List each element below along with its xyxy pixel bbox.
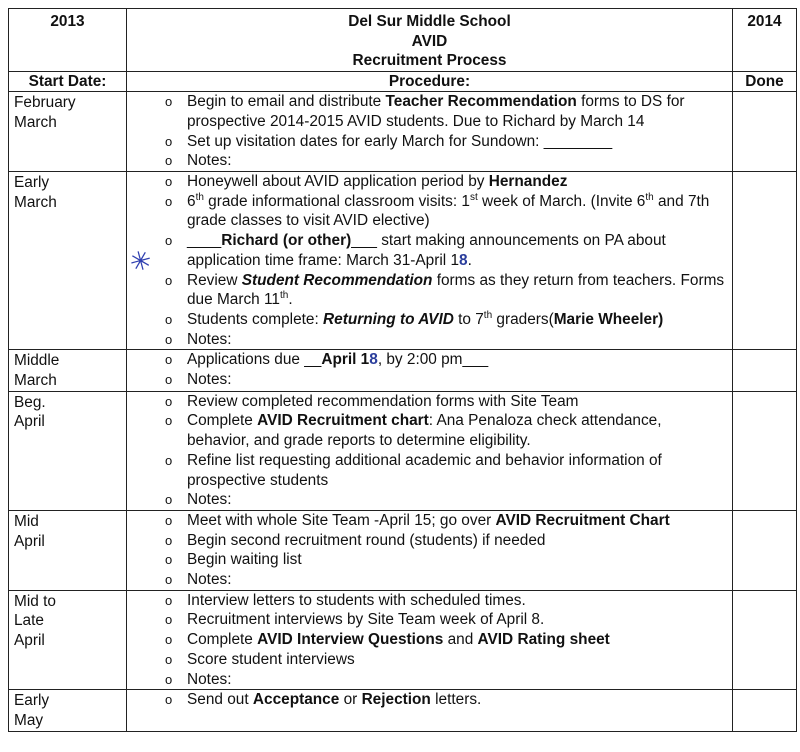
- table-row: [9, 391, 797, 510]
- bullet-icon: o: [165, 352, 173, 368]
- procedure-step: [127, 490, 732, 510]
- procedure-step: [127, 192, 732, 231]
- step-text: AVID Recruitment chart: [257, 412, 429, 430]
- procedure-cell: [127, 350, 733, 391]
- start-date-line: February: [14, 94, 76, 112]
- procedure-step: [127, 411, 732, 450]
- start-date-cell: [9, 92, 127, 172]
- table-row: [9, 690, 797, 731]
- step-text: Student Recommendation: [241, 271, 433, 289]
- table-row: [9, 590, 797, 690]
- step-text: Notes:: [187, 571, 232, 589]
- step-text: Rejection: [361, 691, 431, 709]
- procedure-cell: [127, 92, 733, 172]
- step-text: st: [469, 191, 478, 203]
- done-cell: [733, 510, 797, 590]
- step-text: to 7: [453, 310, 484, 328]
- bullet-icon: o: [165, 452, 173, 468]
- bullet-icon: o: [165, 612, 173, 628]
- step-text: or: [339, 691, 362, 709]
- procedure-list: [127, 92, 732, 171]
- header-row: [9, 9, 797, 72]
- column-header-done: Done: [733, 71, 797, 92]
- bullet-icon: o: [165, 512, 173, 528]
- school-name: Del Sur Middle School: [348, 13, 511, 30]
- procedure-cell: [127, 391, 733, 510]
- start-date-cell: [9, 510, 127, 590]
- step-text: ____: [187, 232, 222, 250]
- done-cell: [733, 690, 797, 731]
- start-date-line: Early: [14, 692, 50, 710]
- start-date-line: April: [14, 413, 45, 431]
- bullet-icon: o: [165, 671, 173, 687]
- step-text: Refine list requesting additional academic and behavior information of prospective students: [187, 451, 662, 489]
- procedure-step: [127, 151, 732, 171]
- bullet-icon: o: [165, 133, 173, 149]
- bullet-icon: o: [165, 492, 173, 508]
- procedure-step: [127, 132, 732, 152]
- procedure-step: [127, 610, 732, 630]
- procedure-step: [127, 271, 732, 310]
- procedure-list: [127, 511, 732, 590]
- step-text: AVID Interview Questions: [257, 631, 444, 649]
- bullet-icon: o: [165, 94, 173, 110]
- done-cell: [733, 391, 797, 510]
- table-row: [9, 172, 797, 350]
- procedure-step: [127, 670, 732, 690]
- step-text: 6: [187, 192, 196, 210]
- procedure-step: [127, 550, 732, 570]
- bullet-icon: o: [165, 393, 173, 409]
- table-row: [9, 510, 797, 590]
- procedure-cell: [127, 690, 733, 731]
- procedure-step: [127, 511, 732, 531]
- procedure-step: [127, 172, 732, 192]
- bullet-icon: o: [165, 592, 173, 608]
- step-text: 8: [459, 251, 468, 269]
- procedure-step: [127, 92, 732, 131]
- procedure-list: [127, 690, 732, 710]
- procedure-list: [127, 350, 732, 389]
- start-date-line: Early: [14, 174, 50, 192]
- bullet-icon: o: [165, 153, 173, 169]
- step-text: Honeywell about AVID application period by: [187, 173, 489, 191]
- step-text: Begin second recruitment round (students) if needed: [187, 531, 546, 549]
- step-text: AVID Rating sheet: [477, 631, 610, 649]
- step-text: Notes:: [187, 152, 232, 170]
- procedure-step: [127, 630, 732, 650]
- procedure-step: [127, 650, 732, 670]
- step-text: Notes:: [187, 330, 232, 348]
- step-text: graders(: [492, 310, 554, 328]
- start-date-cell: [9, 690, 127, 731]
- step-text: grade informational classroom visits: 1: [203, 192, 470, 210]
- step-text: forms to DS for prospective 2014-2015 AVID students. Due to Richard by March 14: [187, 93, 685, 130]
- step-text: and: [443, 631, 478, 649]
- start-date-line: Mid: [14, 512, 39, 530]
- step-text: Hernandez: [488, 173, 568, 191]
- table-row: [9, 92, 797, 172]
- bullet-icon: o: [165, 552, 173, 568]
- step-text: th: [195, 191, 204, 203]
- procedure-list: [127, 172, 732, 349]
- column-header-start-date: Start Date:: [9, 71, 127, 92]
- start-date-line: Late: [14, 612, 44, 630]
- step-text: Notes:: [187, 371, 232, 389]
- step-text: Acceptance: [252, 691, 340, 709]
- start-date-line: March: [14, 193, 57, 211]
- step-text: Complete: [187, 631, 258, 649]
- done-cell: [733, 590, 797, 690]
- procedure-step: [127, 570, 732, 590]
- procedure-step: [127, 690, 732, 710]
- start-date-line: Middle: [14, 352, 60, 370]
- step-text: .: [288, 291, 293, 309]
- step-text: Meet with whole Site Team -April 15; go over: [187, 511, 496, 529]
- done-cell: [733, 92, 797, 172]
- step-text: : Ana Penaloza check attendance, behavior, and grade reports to determine eligibility.: [187, 412, 662, 450]
- program-name: AVID: [411, 32, 448, 50]
- procedure-step: [127, 231, 732, 270]
- step-text: and 7th grade classes to visit AVID elective): [187, 192, 710, 230]
- step-text: th: [645, 191, 654, 203]
- step-text: week of March. (Invite 6: [477, 192, 646, 210]
- step-text: , by 2:00 pm___: [377, 351, 489, 369]
- step-text: Marie Wheeler): [553, 310, 664, 328]
- done-cell: [733, 172, 797, 350]
- step-text: Set up visitation dates for early March for Sundown: ________: [187, 132, 613, 150]
- step-text: Review: [187, 271, 242, 289]
- step-text: Begin to email and distribute: [187, 93, 386, 111]
- procedure-cell: [127, 590, 733, 690]
- done-cell: [733, 350, 797, 391]
- bullet-icon: o: [165, 651, 173, 667]
- bullet-icon: o: [165, 532, 173, 548]
- start-date-line: Beg.: [14, 393, 46, 411]
- year-left: 2013: [9, 9, 127, 72]
- start-date-line: March: [14, 113, 57, 131]
- step-text: AVID Recruitment Chart: [495, 511, 670, 529]
- year-right: 2014: [733, 9, 797, 72]
- step-text: th: [483, 309, 493, 321]
- column-header-row: [9, 71, 797, 92]
- procedure-list: [127, 591, 732, 690]
- step-text: ___ start making announcements on PA about application time frame: March 31-April 1: [187, 232, 666, 269]
- start-date-cell: [9, 172, 127, 350]
- step-text: April 1: [321, 351, 370, 369]
- document-title: [127, 9, 733, 72]
- step-text: Notes:: [187, 491, 232, 509]
- bullet-icon: o: [165, 174, 173, 190]
- procedure-list: [127, 392, 732, 510]
- step-text: Send out: [187, 691, 253, 709]
- bullet-icon: o: [165, 233, 173, 249]
- step-text: Students complete:: [187, 310, 324, 328]
- procedure-step: [127, 310, 732, 330]
- start-date-line: May: [14, 712, 44, 729]
- step-text: Complete: [187, 412, 258, 430]
- procedure-step: [127, 392, 732, 412]
- step-text: Returning to AVID: [323, 310, 454, 328]
- bullet-icon: o: [165, 331, 173, 347]
- procedure-rows: [9, 92, 797, 732]
- step-text: Review completed recommendation forms with Site Team: [187, 392, 579, 410]
- step-text: .: [467, 251, 472, 269]
- step-text: Notes:: [187, 670, 232, 688]
- start-date-line: March: [14, 372, 57, 390]
- procedure-step: [127, 531, 732, 551]
- bullet-icon: o: [165, 372, 173, 388]
- step-text: th: [279, 290, 289, 302]
- procedure-step: [127, 330, 732, 350]
- start-date-line: Mid to: [14, 592, 56, 610]
- step-text: 8: [369, 351, 378, 369]
- step-text: forms as they return from teachers. Forms due March 11: [187, 271, 725, 309]
- procedure-step: [127, 451, 732, 490]
- procedure-cell: [127, 510, 733, 590]
- step-text: Richard (or other): [221, 232, 352, 250]
- step-text: Applications due __: [187, 351, 322, 369]
- step-text: letters.: [430, 691, 482, 709]
- procedure-step: [127, 370, 732, 390]
- procedure-step: [127, 350, 732, 370]
- start-date-cell: [9, 590, 127, 690]
- recruitment-table: [8, 8, 797, 732]
- bullet-icon: o: [165, 692, 173, 708]
- column-header-procedure: Procedure:: [127, 71, 733, 92]
- start-date-line: April: [14, 632, 45, 650]
- start-date-cell: [9, 391, 127, 510]
- bullet-icon: o: [165, 572, 173, 588]
- document-subtitle: Recruitment Process: [352, 52, 507, 69]
- bullet-icon: o: [165, 632, 173, 648]
- procedure-step: [127, 591, 732, 611]
- handwritten-asterisk: ✳: [126, 244, 156, 280]
- step-text: Score student interviews: [187, 650, 355, 668]
- step-text: Begin waiting list: [187, 551, 302, 569]
- table-row: [9, 350, 797, 391]
- step-text: Interview letters to students with scheduled times.: [187, 591, 526, 609]
- step-text: Teacher Recommendation: [385, 93, 577, 111]
- start-date-cell: [9, 350, 127, 391]
- step-text: Recruitment interviews by Site Team week of April 8.: [187, 611, 545, 629]
- bullet-icon: o: [165, 311, 173, 327]
- bullet-icon: o: [165, 193, 173, 209]
- bullet-icon: o: [165, 413, 173, 429]
- start-date-line: April: [14, 532, 45, 550]
- bullet-icon: o: [165, 272, 173, 288]
- procedure-cell: [127, 172, 733, 350]
